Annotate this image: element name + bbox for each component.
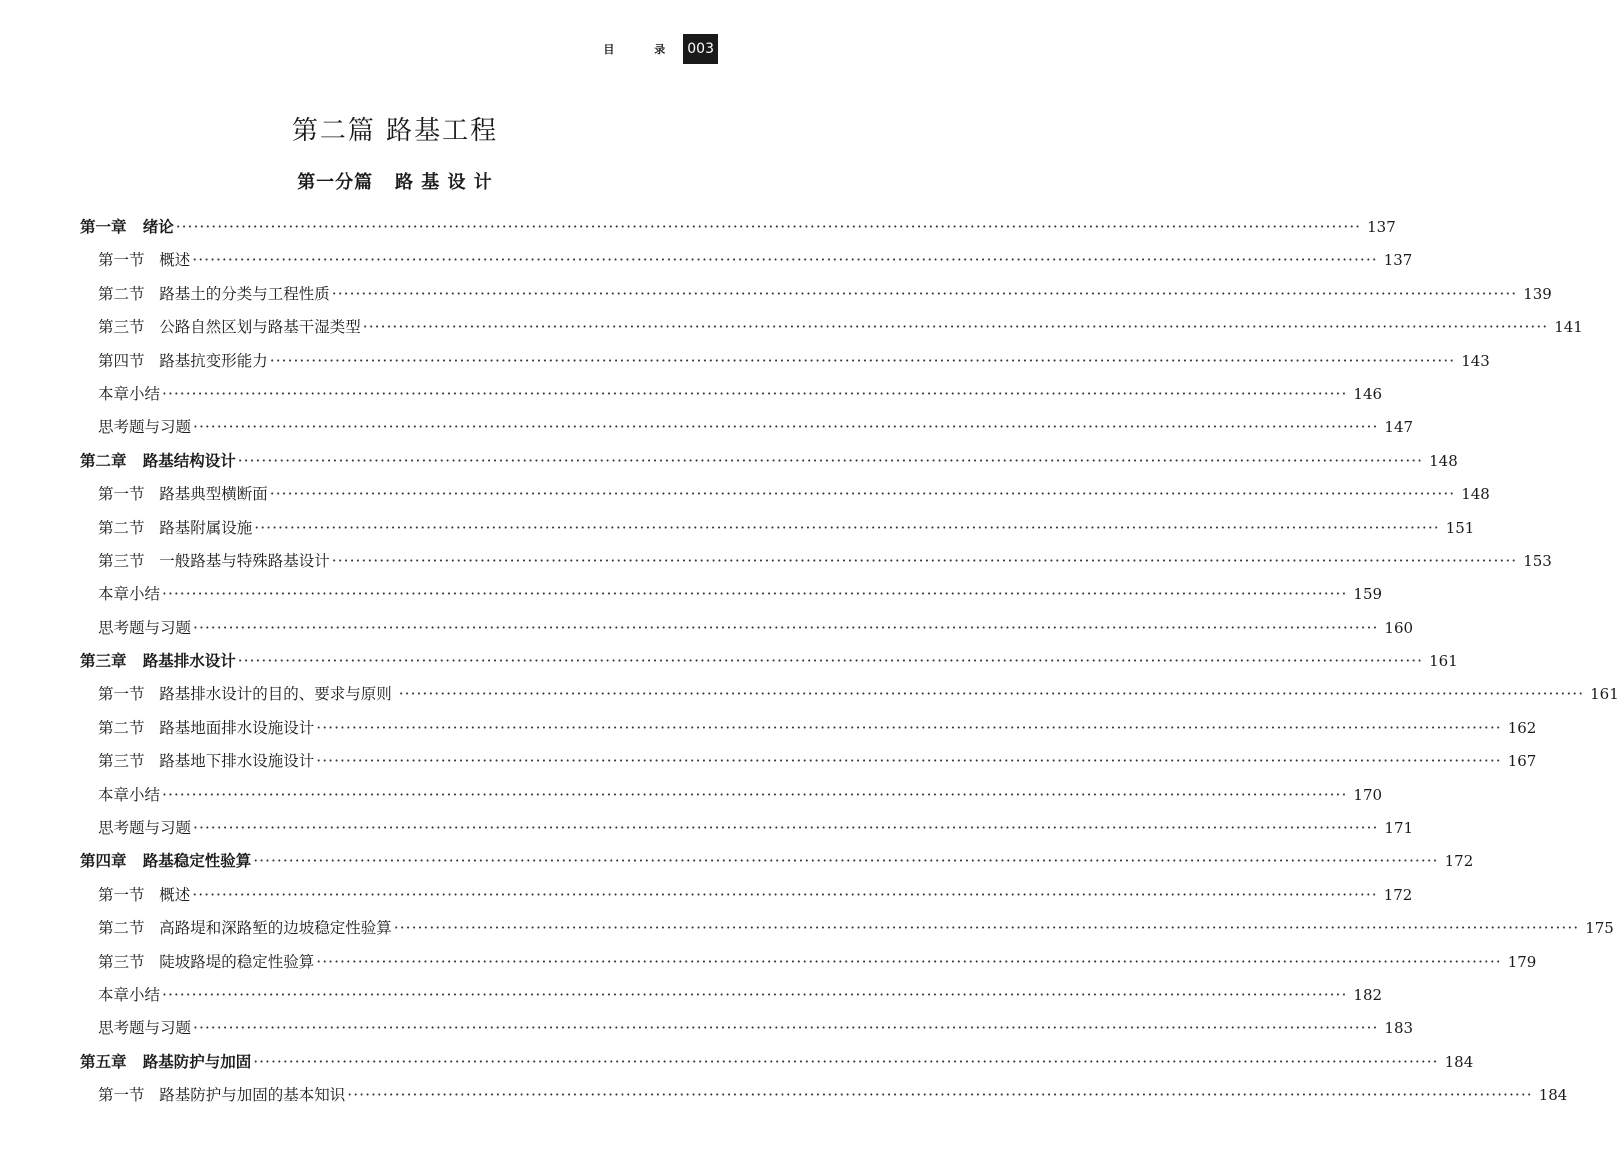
toc-chapter-entry[interactable] bbox=[80, 845, 1474, 878]
toc-entry-page: 182 bbox=[1353, 985, 1383, 1004]
dot-leader: ········································································································································································································ bbox=[362, 318, 1549, 337]
toc-section-entry[interactable] bbox=[80, 244, 1413, 277]
toc-entry-title: 第二节 路基附属设施 bbox=[98, 518, 253, 537]
toc-section-entry[interactable] bbox=[80, 812, 1414, 845]
dot-leader: ········································································································································································································ bbox=[398, 685, 1585, 704]
toc-section-entry[interactable] bbox=[80, 712, 1537, 745]
part-title: 第二篇 路基工程 bbox=[291, 116, 499, 146]
toc-entry-page: 160 bbox=[1384, 618, 1414, 637]
toc-chapter-entry[interactable] bbox=[80, 645, 1458, 678]
toc-chapter-entry[interactable] bbox=[80, 445, 1458, 478]
toc-entry-page: 151 bbox=[1445, 518, 1475, 537]
toc-entry-page: 143 bbox=[1461, 351, 1490, 370]
dot-leader: ········································································································································································································ bbox=[193, 1019, 1379, 1038]
toc-entry-title: 第三节 公路自然区划与路基干湿类型 bbox=[98, 318, 361, 337]
toc-entry-title: 第一节 路基排水设计的目的、要求与原则 bbox=[98, 685, 397, 704]
toc-section-entry[interactable] bbox=[80, 545, 1552, 578]
toc-section-entry[interactable] bbox=[80, 979, 1383, 1012]
toc-entry-title: 第一节 路基典型横断面 bbox=[98, 485, 268, 504]
toc-section-entry[interactable] bbox=[80, 512, 1475, 545]
section-title: 第一分篇 路 基 设 计 bbox=[297, 172, 493, 193]
dot-leader: ········································································································································································································ bbox=[347, 1086, 1533, 1105]
toc-entry-title: 本章小结 bbox=[98, 785, 161, 804]
dot-leader: ········································································································································································································ bbox=[331, 284, 1518, 303]
toc-section-entry[interactable] bbox=[80, 378, 1383, 411]
dot-leader: ········································································································································································································ bbox=[162, 585, 1348, 604]
table-of-contents bbox=[80, 211, 1619, 1113]
page-number: 003 bbox=[683, 34, 718, 64]
dot-leader: ········································································································································································································ bbox=[162, 384, 1348, 403]
dot-leader: ········································································································································································································ bbox=[331, 551, 1518, 570]
toc-entry-title: 思考题与习题 bbox=[98, 418, 192, 437]
toc-section-entry[interactable] bbox=[80, 946, 1537, 979]
dot-leader: ········································································································································································································ bbox=[193, 418, 1379, 437]
toc-entry-title: 第三节 路基地下排水设施设计 bbox=[98, 752, 315, 771]
toc-entry-page: 148 bbox=[1461, 485, 1490, 504]
toc-entry-page: 147 bbox=[1384, 418, 1414, 437]
toc-entry-page: 184 bbox=[1538, 1086, 1568, 1105]
dot-leader: ········································································································································································································ bbox=[269, 351, 1456, 370]
toc-entry-page: 161 bbox=[1429, 652, 1458, 671]
toc-entry-page: 172 bbox=[1383, 885, 1413, 904]
toc-entry-title: 第五章 路基防护与加固 bbox=[80, 1052, 252, 1071]
toc-entry-title: 第二节 高路堤和深路堑的边坡稳定性验算 bbox=[98, 919, 392, 938]
toc-entry-page: 153 bbox=[1523, 551, 1552, 570]
dot-leader: ········································································································································································································ bbox=[316, 952, 1502, 971]
toc-section-entry[interactable] bbox=[80, 879, 1413, 912]
toc-entry-page: 172 bbox=[1444, 852, 1474, 871]
toc-entry-page: 184 bbox=[1444, 1052, 1474, 1071]
toc-entry-page: 161 bbox=[1590, 685, 1619, 704]
toc-entry-title: 第一章 绪论 bbox=[80, 218, 174, 236]
toc-entry-title: 本章小结 bbox=[98, 384, 161, 403]
toc-chapter-entry[interactable] bbox=[80, 211, 1396, 244]
toc-entry-title: 第四章 路基稳定性验算 bbox=[80, 852, 252, 871]
toc-section-entry[interactable] bbox=[80, 678, 1619, 711]
toc-entry-title: 第三章 路基排水设计 bbox=[80, 652, 236, 671]
dot-leader: ········································································································································································································ bbox=[162, 985, 1348, 1004]
dot-leader: ········································································································································································································ bbox=[253, 1052, 1439, 1071]
toc-entry-title: 第一节 概述 bbox=[98, 885, 191, 904]
header-label: 目 录 bbox=[603, 43, 684, 56]
toc-chapter-entry[interactable] bbox=[80, 1046, 1474, 1079]
dot-leader: ········································································································································································································ bbox=[253, 852, 1439, 871]
dot-leader: ········································································································································································································ bbox=[193, 618, 1379, 637]
toc-section-entry[interactable] bbox=[80, 912, 1614, 945]
running-header bbox=[603, 34, 718, 64]
dot-leader: ········································································································································································································ bbox=[192, 885, 1378, 904]
toc-section-entry[interactable] bbox=[80, 1012, 1414, 1045]
toc-entry-page: 139 bbox=[1523, 284, 1552, 303]
toc-section-entry[interactable] bbox=[80, 1079, 1568, 1112]
toc-entry-title: 第二节 路基地面排水设施设计 bbox=[98, 718, 315, 737]
dot-leader: ········································································································································································································ bbox=[316, 752, 1502, 771]
toc-entry-page: 146 bbox=[1353, 384, 1383, 403]
toc-entry-page: 175 bbox=[1585, 919, 1614, 938]
toc-entry-title: 第三节 陡坡路堤的稳定性验算 bbox=[98, 952, 315, 971]
toc-entry-page: 137 bbox=[1383, 251, 1413, 270]
toc-entry-title: 思考题与习题 bbox=[98, 819, 192, 838]
toc-entry-title: 本章小结 bbox=[98, 585, 161, 604]
dot-leader: ········································································································································································································ bbox=[316, 718, 1502, 737]
toc-section-entry[interactable] bbox=[80, 278, 1552, 311]
toc-entry-page: 162 bbox=[1507, 718, 1537, 737]
toc-entry-page: 179 bbox=[1507, 952, 1537, 971]
toc-entry-title: 思考题与习题 bbox=[98, 618, 192, 637]
dot-leader: ········································································································································································································ bbox=[269, 485, 1456, 504]
toc-entry-page: 159 bbox=[1353, 585, 1383, 604]
toc-entry-page: 148 bbox=[1429, 451, 1458, 470]
toc-section-entry[interactable] bbox=[80, 311, 1583, 344]
toc-entry-title: 思考题与习题 bbox=[98, 1019, 192, 1038]
toc-entry-title: 第四节 路基抗变形能力 bbox=[98, 351, 268, 370]
toc-section-entry[interactable] bbox=[80, 578, 1383, 611]
dot-leader: ········································································································································································································ bbox=[192, 251, 1378, 270]
dot-leader: ········································································································································································································ bbox=[175, 218, 1362, 236]
toc-entry-title: 本章小结 bbox=[98, 985, 161, 1004]
toc-section-entry[interactable] bbox=[80, 745, 1537, 778]
dot-leader: ········································································································································································································ bbox=[193, 819, 1379, 838]
toc-section-entry[interactable] bbox=[80, 612, 1414, 645]
toc-entry-title: 第一节 概述 bbox=[98, 251, 191, 270]
toc-entry-title: 第二章 路基结构设计 bbox=[80, 451, 236, 470]
toc-entry-title: 第二节 路基土的分类与工程性质 bbox=[98, 284, 330, 303]
toc-entry-page: 137 bbox=[1367, 218, 1396, 236]
toc-entry-title: 第三节 一般路基与特殊路基设计 bbox=[98, 551, 330, 570]
toc-section-entry[interactable] bbox=[80, 411, 1414, 444]
toc-entry-page: 183 bbox=[1384, 1019, 1414, 1038]
dot-leader: ········································································································································································································ bbox=[237, 652, 1424, 671]
dot-leader: ········································································································································································································ bbox=[254, 518, 1440, 537]
toc-section-entry[interactable] bbox=[80, 478, 1490, 511]
toc-entry-page: 141 bbox=[1554, 318, 1583, 337]
toc-section-entry[interactable] bbox=[80, 779, 1383, 812]
dot-leader: ········································································································································································································ bbox=[237, 451, 1424, 470]
dot-leader: ········································································································································································································ bbox=[162, 785, 1348, 804]
toc-entry-title: 第一节 路基防护与加固的基本知识 bbox=[98, 1086, 346, 1105]
dot-leader: ········································································································································································································ bbox=[393, 919, 1580, 938]
toc-section-entry[interactable] bbox=[80, 345, 1490, 378]
toc-entry-page: 171 bbox=[1384, 819, 1414, 838]
toc-entry-page: 167 bbox=[1507, 752, 1537, 771]
toc-entry-page: 170 bbox=[1353, 785, 1383, 804]
